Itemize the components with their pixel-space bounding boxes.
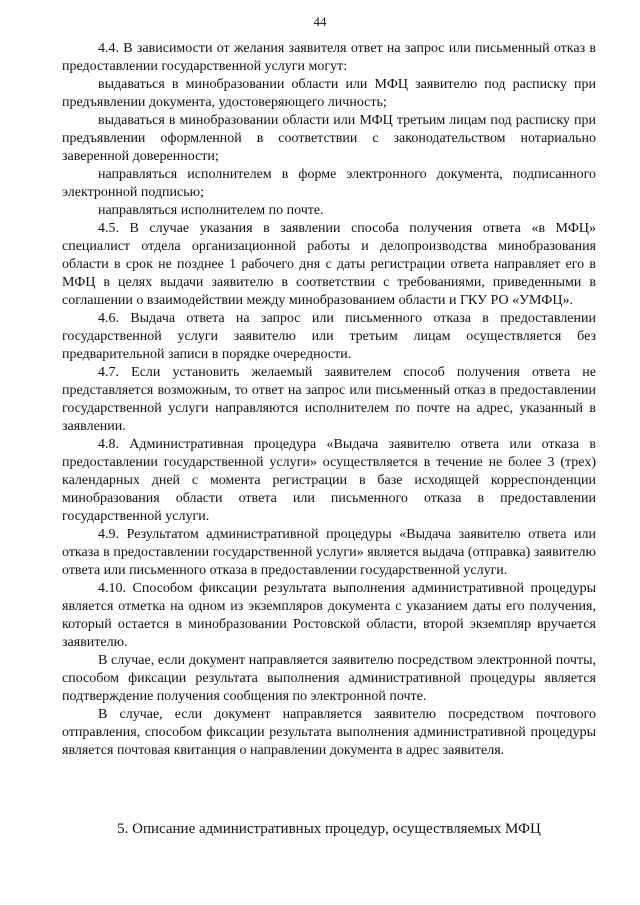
paragraph-4-6: 4.6. Выдача ответа на запрос или письменного отказа в предоставлении государственной услуги заявителю или третьим лицам осуществляется без предварительной записи в порядке очередности. [62,311,596,362]
page-number: 44 [313,14,327,29]
paragraph-4-7: 4.7. Если установить желаемый заявителем способ получения ответа не представляется возможным, то ответ на запрос или письменный отказ в предоставлении государственной услуги направляются исполнителем по почте на адрес, указанный в заявлении. [62,365,596,434]
paragraph-post-case: В случае, если документ направляется заявителю посредством почтового отправления, способом фиксации результата выполнения административной процедуры является почтовая квитанция о направлении документа в адрес заявителя. [62,707,596,758]
paragraph-4-8: 4.8. Административная процедура «Выдача заявителю ответа или отказа в предоставлении государственной услуги» осуществляется в течение не более 3 (трех) календарных дней с момента регистрации в базе исходящей корреспонденции минобразования области ответа или письменного отказа в предоставлении государственной услуги. [62,437,596,524]
paragraph-4-10: 4.10. Способом фиксации результата выполнения административной процедуры является отметка на одном из экземпляров документа с указанием даты его получения, который остается в минобразовании Ростовской области, второй экземпляр вручается заявителю. [62,581,596,650]
paragraph-option-3: направляться исполнителем в форме электронного документа, подписанного электронной подписью; [62,167,596,200]
paragraph-4-5: 4.5. В случае указания в заявлении способа получения ответа «в МФЦ» специалист отдела организационной работы и делопроизводства минобразования области в срок не позднее 1 рабочего дня с даты регистрации ответа направляет его в МФЦ в целях выдачи заявителю в соответствии с требованиями, приведенными в соглашении о взаимодействии между минобразованием области и ГКУ РО «УМФЦ». [62,221,596,308]
paragraph-option-2: выдаваться в минобразовании области или МФЦ третьим лицам под расписку при предъявлении оформленной в соответствии с законодательством нотариально заверенной доверенности; [62,113,596,164]
paragraph-email-case: В случае, если документ направляется заявителю посредством электронной почты, способом фиксации результата выполнения административной процедуры является подтверждение получения сообщения по электронной почте. [62,653,596,704]
body-text [62,40,596,760]
paragraph-option-1: выдаваться в минобразовании области или МФЦ заявителю под расписку при предъявлении документа, удостоверяющего личность; [62,77,596,110]
paragraph-4-9: 4.9. Результатом административной процедуры «Выдача заявителю ответа или отказа в предоставлении государственной услуги» является выдача (отправка) заявителю ответа или письменного отказа в предоставлении государственной услуги. [62,527,596,578]
paragraph-4-4: 4.4. В зависимости от желания заявителя ответ на запрос или письменный отказ в предоставлении государственной услуги могут: [62,41,596,74]
paragraph-option-4: направляться исполнителем по почте. [98,203,324,218]
section-heading: 5. Описание административных процедур, осуществляемых МФЦ [117,821,541,837]
